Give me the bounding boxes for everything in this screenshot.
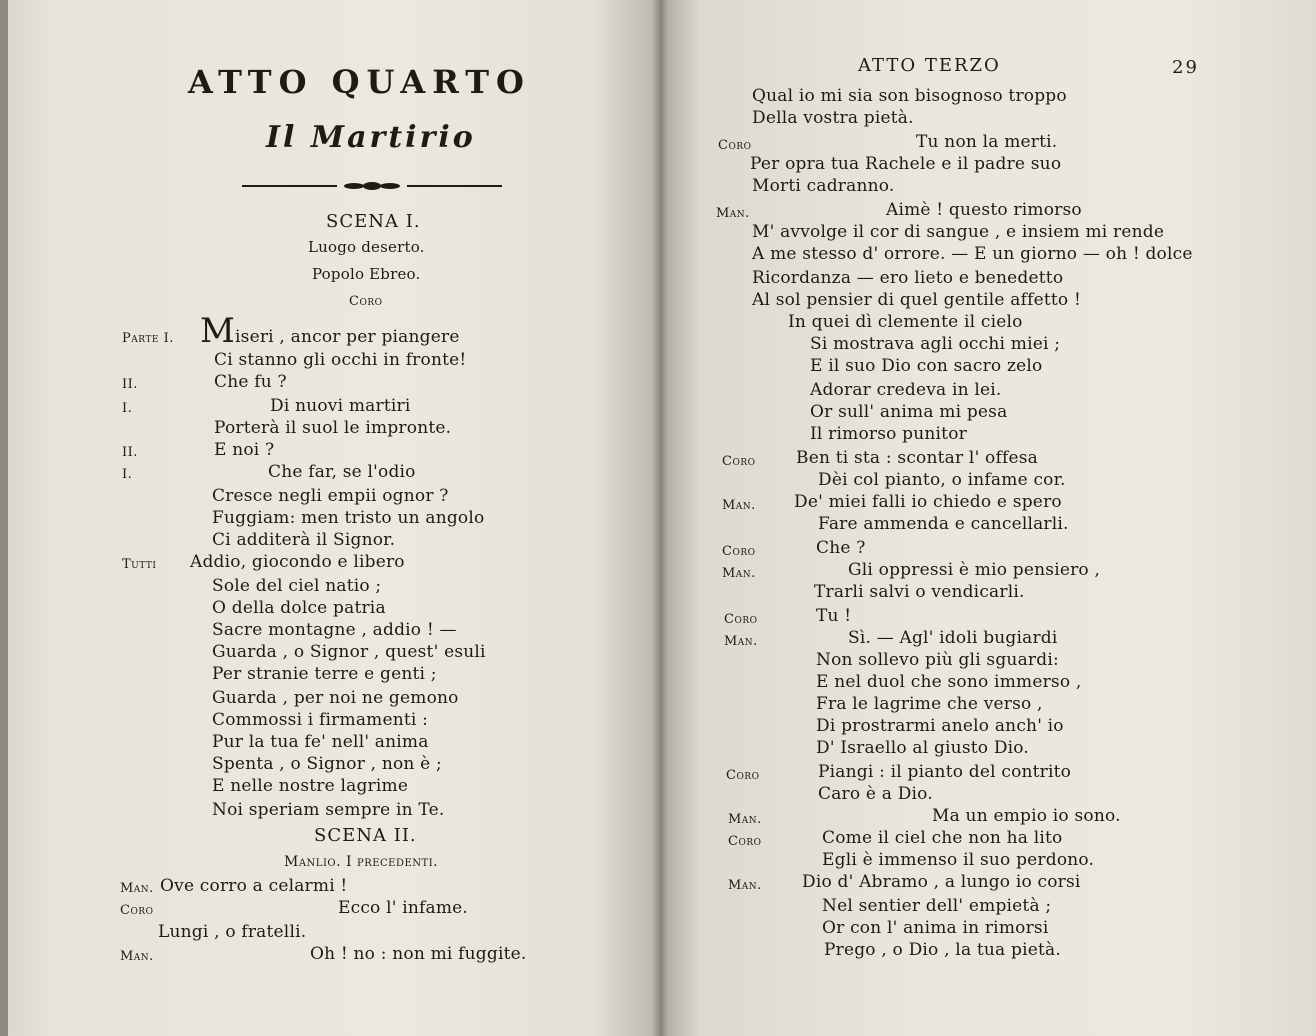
- verse-line: Commossi i firmamenti :: [212, 710, 429, 730]
- verse-line: Lungi , o fratelli.: [158, 922, 307, 942]
- speaker-label: Coro: [724, 612, 758, 627]
- verse-line: Fare ammenda e cancellarli.: [818, 514, 1069, 534]
- verse-line: Oh ! no : non mi fuggite.: [310, 944, 527, 964]
- verse-line: Si mostrava agli occhi miei ;: [810, 334, 1061, 354]
- speaker-label: Man.: [120, 949, 154, 964]
- speaker-label: Coro: [722, 544, 756, 559]
- verse-line: Or con l' anima in rimorsi: [822, 918, 1049, 938]
- verse-line: Tu non la merti.: [916, 132, 1058, 152]
- verse-line: Morti cadranno.: [752, 176, 895, 196]
- verse-line: Spenta , o Signor , non è ;: [212, 754, 442, 774]
- speaker-label: Coro: [726, 768, 760, 783]
- verse-line: Ma un empio io sono.: [932, 806, 1121, 826]
- verse-line: Ci additerà il Signor.: [212, 530, 396, 550]
- page-number: 29: [1172, 57, 1199, 78]
- verse-line: Il rimorso punitor: [810, 424, 967, 444]
- speaker-label: Man.: [120, 881, 154, 896]
- verse-line: O della dolce patria: [212, 598, 386, 618]
- verse-line: Sì. — Agl' idoli bugiardi: [848, 628, 1058, 648]
- verse-line: Al sol pensier di quel gentile affetto !: [752, 290, 1081, 310]
- speaker-label: I.: [122, 467, 133, 482]
- verse-line: Prego , o Dio , la tua pietà.: [824, 940, 1061, 960]
- verse-line: M' avvolge il cor di sangue , e insiem mi rende: [752, 222, 1165, 242]
- verse-line: Di prostrarmi anelo anch' io: [816, 716, 1064, 736]
- right-page: [660, 0, 1316, 1036]
- verse-line: Or sull' anima mi pesa: [810, 402, 1008, 422]
- verse-line: Caro è a Dio.: [818, 784, 933, 804]
- verse-line: [200, 311, 460, 351]
- book-gutter: [652, 0, 668, 1036]
- verse-line: Sole del ciel natio ;: [212, 576, 382, 596]
- speaker-label: Man.: [722, 566, 756, 581]
- verse-line: Della vostra pietà.: [752, 108, 914, 128]
- verse-line: Trarli salvi o vendicarli.: [814, 582, 1025, 602]
- verse-line: E nel duol che sono immerso ,: [816, 672, 1082, 692]
- verse-line: Che ?: [816, 538, 866, 558]
- verse-line: Cresce negli empii ognor ?: [212, 486, 449, 506]
- persons-list: Manlio. I precedenti.: [284, 854, 439, 870]
- verse-line: Per stranie terre e genti ;: [212, 664, 437, 684]
- speaker-label: II.: [122, 377, 138, 392]
- running-head: ATTO TERZO: [858, 55, 1001, 76]
- verse-line: Di nuovi martiri: [270, 396, 411, 416]
- verse-line: Ricordanza — ero lieto e benedetto: [752, 268, 1064, 288]
- verse-line: Guarda , per noi ne gemono: [212, 688, 459, 708]
- verse-line: A me stesso d' orrore. — E un giorno — oh ! dolce: [752, 244, 1193, 264]
- verse-line: E noi ?: [214, 440, 275, 460]
- verse-line: In quei dì clemente il cielo: [788, 312, 1023, 332]
- speaker-label: Man.: [728, 878, 762, 893]
- verse-line: Per opra tua Rachele e il padre suo: [750, 154, 1062, 174]
- verse-line: Egli è immenso il suo perdono.: [822, 850, 1095, 870]
- speaker-label: Man.: [716, 206, 750, 221]
- verse-line: Come il ciel che non ha lito: [822, 828, 1063, 848]
- verse-line: Ben ti sta : scontar l' offesa: [796, 448, 1038, 468]
- verse-line: Dèi col pianto, o infame cor.: [818, 470, 1066, 490]
- chorus-label: Coro: [349, 294, 383, 309]
- scene-heading: SCENA II.: [314, 825, 417, 846]
- verse-line: Sacre montagne , addio ! —: [212, 620, 457, 640]
- speaker-label: Coro: [728, 834, 762, 849]
- speaker-label: Man.: [722, 498, 756, 513]
- verse-line: Nel sentier dell' empietà ;: [822, 896, 1052, 916]
- speaker-label: Coro: [722, 454, 756, 469]
- speaker-label: Man.: [724, 634, 758, 649]
- verse-line: E nelle nostre lagrime: [212, 776, 409, 796]
- verse-line: Porterà il suol le impronte.: [214, 418, 452, 438]
- page-edge: [0, 0, 8, 1036]
- scene-heading: SCENA I.: [326, 211, 421, 232]
- act-subtitle: Il Martirio: [266, 120, 476, 155]
- verse-line: De' miei falli io chiedo e spero: [794, 492, 1062, 512]
- verse-line: E il suo Dio con sacro zelo: [810, 356, 1043, 376]
- verse-line: Noi speriam sempre in Te.: [212, 800, 445, 820]
- persons-list: Popolo Ebreo.: [312, 265, 421, 283]
- verse-line: Addio, giocondo e libero: [190, 552, 405, 572]
- speaker-label: Coro: [718, 138, 752, 153]
- verse-line: Adorar credeva in lei.: [810, 380, 1002, 400]
- verse-line: Gli oppressi è mio pensiero ,: [848, 560, 1101, 580]
- drop-cap: M: [200, 311, 236, 351]
- speaker-label: Tutti: [122, 557, 157, 572]
- verse-line: Aimè ! questo rimorso: [886, 200, 1082, 220]
- ornamental-rule: [242, 180, 502, 192]
- speaker-label: Coro: [120, 903, 154, 918]
- verse-text: iseri , ancor per piangere: [235, 327, 460, 347]
- act-title: ATTO QUARTO: [188, 63, 531, 101]
- verse-line: Ove corro a celarmi !: [160, 876, 348, 896]
- speaker-label: II.: [122, 445, 138, 460]
- verse-line: Qual io mi sia son bisognoso troppo: [752, 86, 1067, 106]
- verse-line: Ecco l' infame.: [338, 898, 469, 918]
- verse-line: Dio d' Abramo , a lungo io corsi: [802, 872, 1081, 892]
- verse-line: D' Israello al giusto Dio.: [816, 738, 1030, 758]
- verse-line: Guarda , o Signor , quest' esuli: [212, 642, 486, 662]
- verse-line: Piangi : il pianto del contrito: [818, 762, 1072, 782]
- verse-line: Ci stanno gli occhi in fronte!: [214, 350, 467, 370]
- speaker-label: Man.: [728, 812, 762, 827]
- speaker-label: I.: [122, 401, 133, 416]
- verse-line: Non sollevo più gli sguardi:: [816, 650, 1059, 670]
- verse-line: Pur la tua fe' nell' anima: [212, 732, 429, 752]
- speaker-label: Parte I.: [122, 331, 174, 346]
- verse-line: Fuggiam: men tristo un angolo: [212, 508, 485, 528]
- verse-line: Che far, se l'odio: [268, 462, 416, 482]
- verse-line: Che fu ?: [214, 372, 287, 392]
- verse-line: Fra le lagrime che verso ,: [816, 694, 1043, 714]
- stage-direction: Luogo deserto.: [308, 238, 425, 256]
- verse-line: Tu !: [816, 606, 852, 626]
